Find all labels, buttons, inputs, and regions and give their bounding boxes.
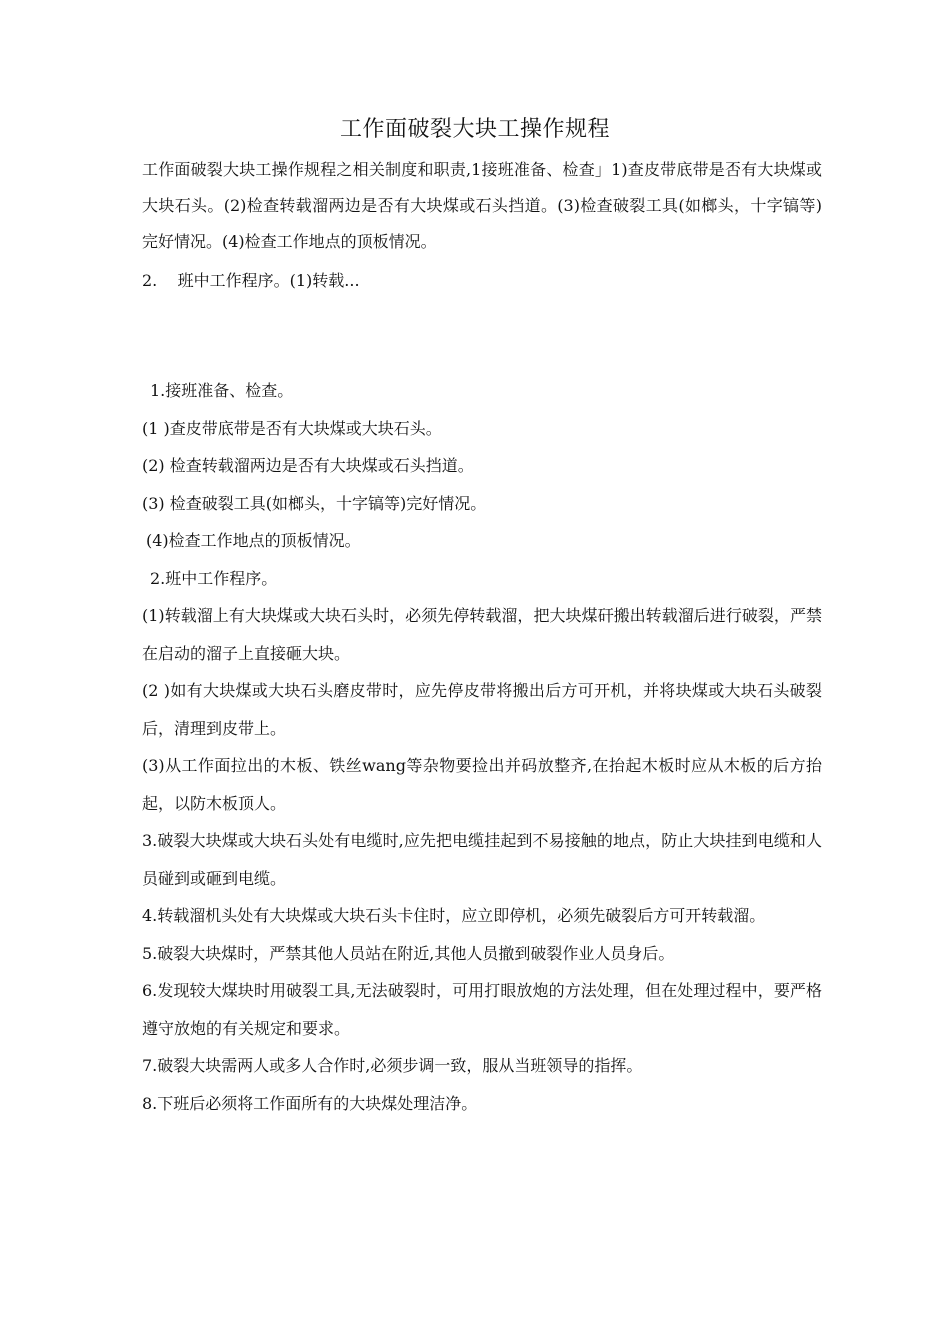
list-item: (1 )查皮带底带是否有大块煤或大块石头。 [142,418,442,438]
intro-item: 2. 班中工作程序。(1)转载... [142,271,360,290]
list-item: (3)从工作面拉出的木板、铁丝wang等杂物要捡出并码放整齐,在抬起木板时应从木板的后方抬起，以防木板顶人。 [142,756,822,813]
list-item: (3) 检查破裂工具(如榔头，十字镐等)完好情况。 [142,493,487,513]
section-heading-shift: 2.班中工作程序。 [150,568,278,588]
list-item: (4)检查工作地点的顶板情况。 [146,531,361,550]
list-item: (2 )如有大块煤或大块石头磨皮带时，应先停皮带将搬出后方可开机，并将块煤或大块石头破裂后，清理到皮带上。 [142,681,822,738]
list-item: 6.发现较大煤块时用破裂工具,无法破裂时，可用打眼放炮的方法处理，但在处理过程中，要严格遵守放炮的有关规定和要求。 [142,981,822,1038]
list-item: 5.破裂大块煤时，严禁其他人员站在附近,其他人员撤到破裂作业人员身后。 [142,943,675,963]
document-title: 工作面破裂大块工操作规程 [339,117,610,142]
list-item: (2) 检查转载溜两边是否有大块煤或石头挡道。 [142,456,474,475]
list-item: 7.破裂大块需两人或多人合作时,必须步调一致，服从当班领导的指挥。 [142,1056,643,1075]
section-heading-handover: 1.接班准备、检查。 [150,381,294,400]
list-item: 3.破裂大块煤或大块石头处有电缆时,应先把电缆挂起到不易接触的地点，防止大块挂到电缆和人员碰到或砸到电缆。 [142,831,822,888]
intro-paragraph: 工作面破裂大块工操作规程之相关制度和职责,1接班准备、检查」1)查皮带底带是否有大块煤或大块石头。(2)检查转载溜两边是否有大块煤或石头挡道。(3)检查破裂工具(如榔头，十字镐等)完好情况。(4)检查工作地点的顶板情况。 [142,160,822,251]
procedure-list [142,372,822,1122]
list-item: (1)转载溜上有大块煤或大块石头时，必须先停转载溜，把大块煤矸搬出转载溜后进行破裂，严禁在启动的溜子上直接砸大块。 [142,606,822,663]
list-item: 4.转载溜机头处有大块煤或大块石头卡住时，应立即停机，必须先破裂后方可开转载溜。 [142,906,766,925]
list-item: 8.下班后必须将工作面所有的大块煤处理洁净。 [142,1093,478,1113]
